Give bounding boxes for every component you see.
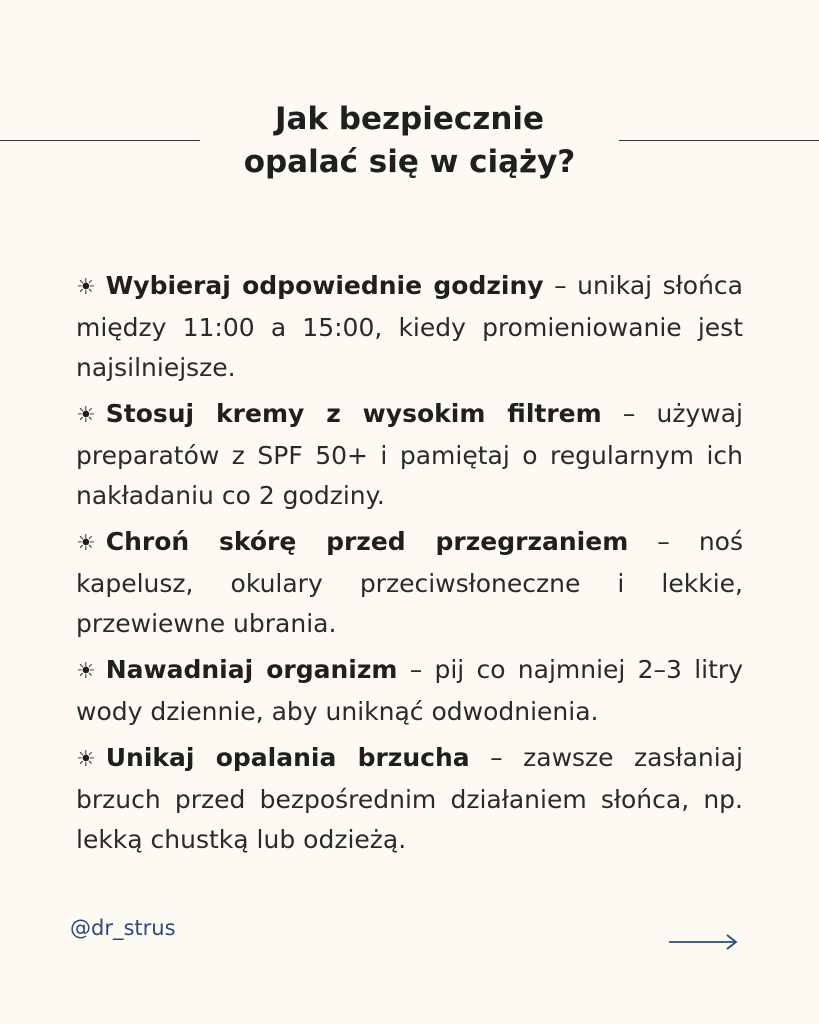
tip-lead: Stosuj kremy z wysokim filtrem [105,399,602,428]
tip-text: – zawsze zasłaniaj brzuch przed bezpośrednim działaniem słońca, np. lekką chustką lub odzieżą. [76,743,743,854]
tip-text: – używaj preparatów z SPF 50+ i pamiętaj o regularnym ich nakładaniu co 2 godziny. [76,399,743,510]
tip-text: – pij co najmniej 2–3 litry wody dziennie, aby uniknąć odwodnienia. [76,655,743,726]
tip-item [76,738,743,860]
tip-lead: Chroń skórę przed przegrzaniem [105,527,629,556]
title-rule-right [619,140,819,141]
sun-icon: ☀ [76,531,96,556]
tip-lead: Nawadniaj organizm [105,655,398,684]
tip-item [76,394,743,516]
sun-icon: ☀ [76,275,96,300]
arrow-right-icon[interactable] [669,932,739,952]
page-title-line-1: Jak bezpiecznie [274,101,545,137]
author-handle: @dr_strus [70,916,176,940]
page-title-line-2: opalać się w ciąży? [243,144,576,180]
tip-text: – unikaj słońca między 11:00 a 15:00, kiedy promieniowanie jest najsilniejsze. [76,271,743,382]
tip-item [76,266,743,388]
sun-icon: ☀ [76,747,96,772]
tips-list [76,266,743,866]
title-rule-left [0,140,200,141]
sun-icon: ☀ [76,659,96,684]
tip-lead: Wybieraj odpowiednie godziny [105,271,544,300]
tip-text: – noś kapelusz, okulary przeciwsłoneczne i lekkie, przewiewne ubrania. [76,527,743,638]
tip-lead: Unikaj opalania brzucha [105,743,470,772]
tip-item [76,650,743,732]
page-title [200,98,619,184]
tip-item [76,522,743,644]
sun-icon: ☀ [76,403,96,428]
